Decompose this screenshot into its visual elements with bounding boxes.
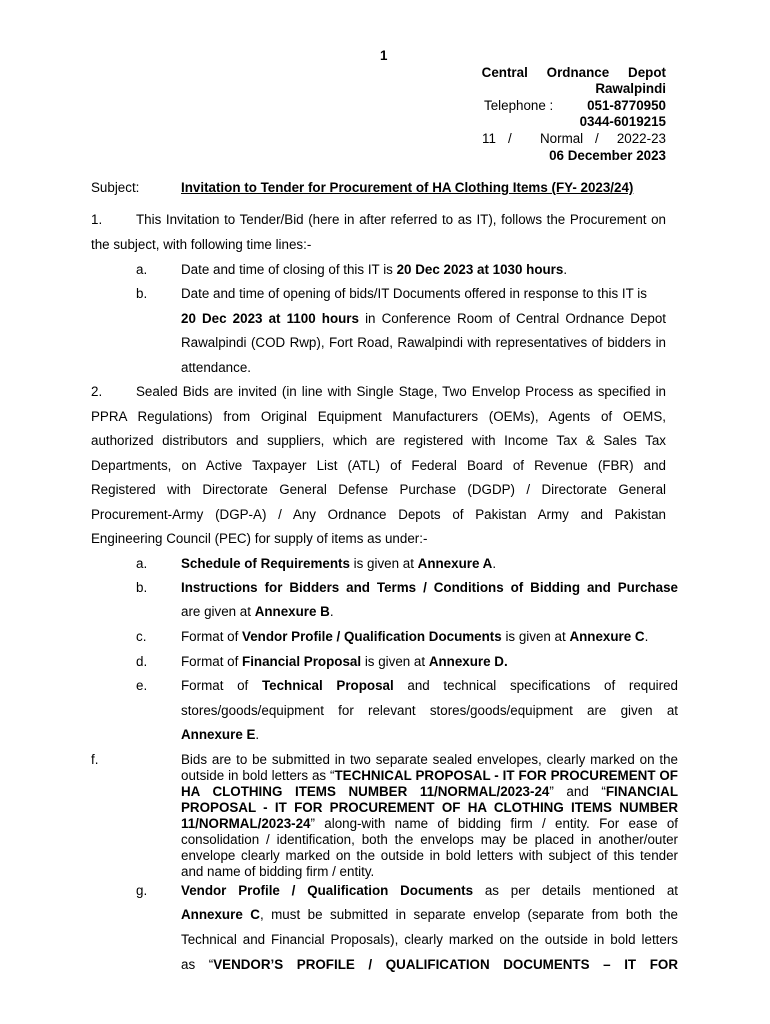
vendor-profile-item: Annexure C, must be submitted in separate envelop (separate from both the: [181, 907, 679, 922]
body-text: Departments, on Active Taxpayer List (ATL) of Federal Board of Revenue (FBR) and: [91, 458, 666, 473]
body-text: Procurement-Army (DGP-A) / Any Ordnance Depots of Pakistan Army and Pakistan: [91, 507, 666, 522]
reference-separator: /: [508, 131, 512, 146]
subject-text: Invitation to Tender for Procurement of HA Clothing Items (FY- 2023/24): [181, 180, 634, 195]
para-number: 1.: [91, 212, 103, 227]
opening-date-text: Date and time of opening of bids/IT Documents offered in response to this IT is: [181, 286, 647, 301]
para-number: 2.: [91, 384, 103, 399]
annexure-e-item: Annexure E.: [181, 727, 260, 742]
vendor-profile-item: Technical and Financial Proposals), clearly marked on the outside in bold letters: [181, 932, 678, 947]
vendor-profile-item: Vendor Profile / Qualification Documents as per details mentioned at: [181, 883, 678, 898]
annexure-b-item: Instructions for Bidders and Terms / Conditions of Bidding and Purchase: [181, 580, 678, 595]
org-name: Central Ordnance Depot: [481, 65, 666, 80]
telephone-label: Telephone :: [484, 98, 554, 113]
body-text: the subject, with following time lines:-: [91, 237, 312, 252]
telephone-1: 051-8770950: [587, 98, 666, 113]
org-city: Rawalpindi: [595, 81, 666, 96]
annexure-e-item: stores/goods/equipment for relevant stores/goods/equipment are given at: [181, 703, 678, 718]
list-label: c.: [136, 629, 147, 644]
letter-date: 06 December 2023: [549, 148, 666, 163]
reference-number: 11: [482, 131, 496, 146]
body-text: Registered with Directorate General Defense Purchase (DGDP) / Directorate General: [91, 482, 666, 497]
list-label: g.: [136, 883, 148, 898]
vendor-profile-item: as “VENDOR’S PROFILE / QUALIFICATION DOCUMENTS – IT FOR: [181, 957, 678, 972]
envelope-instructions: Bids are to be submitted in two separate sealed envelopes, clearly marked on the outside in bold letters as “TECHNICAL PROPOSAL - IT FOR PROCUREMENT OF HA CLOTHING ITEMS NUMBER 11/NORMAL/2023-24” and “FINANCIAL PROPOSAL - IT FOR PROCUREMENT OF HA CLOTHING ITEMS NUMBER 11/NORMAL/2023-24” along-with name of bidding firm / entity. For ease of consolidation / identification, both the envelops may be placed in another/outer envelope clearly marked on the outside in bold letters with subject of this tender and name of bidding firm / entity.: [181, 752, 678, 879]
opening-date-text: Rawalpindi (COD Rwp), Fort Road, Rawalpindi with representatives of bidders in: [181, 335, 666, 350]
opening-date-text: attendance.: [181, 360, 251, 375]
body-text: authorized distributors and suppliers, which are registered with Income Tax & Sales Tax: [91, 433, 666, 448]
body-text: This Invitation to Tender/Bid (here in after referred to as IT), follows the Procurement on: [136, 212, 666, 227]
opening-date-text: 20 Dec 2023 at 1100 hours in Conference Room of Central Ordnance Depot: [181, 311, 666, 326]
closing-date-text: Date and time of closing of this IT is 20 Dec 2023 at 1030 hours.: [181, 262, 568, 277]
annexure-b-item: are given at Annexure B.: [181, 604, 334, 619]
annexure-c-item: Format of Vendor Profile / Qualification Documents is given at Annexure C.: [181, 629, 649, 644]
telephone-2: 0344-6019215: [579, 114, 666, 129]
subject-label: Subject:: [91, 180, 140, 195]
list-label: e.: [136, 678, 148, 693]
body-text: Engineering Council (PEC) for supply of items as under:-: [91, 531, 428, 546]
list-label: b.: [136, 580, 148, 595]
body-text: PPRA Regulations) from Original Equipment Manufacturers (OEMs), Agents of OEMS,: [91, 409, 666, 424]
list-label: f.: [91, 752, 99, 767]
reference-type: Normal: [540, 131, 584, 146]
body-text: Sealed Bids are invited (in line with Single Stage, Two Envelop Process as specified in: [136, 384, 666, 399]
reference-separator: /: [595, 131, 599, 146]
annexure-a-item: Schedule of Requirements is given at Annexure A.: [181, 556, 497, 571]
list-label: a.: [136, 556, 148, 571]
annexure-e-item: Format of Technical Proposal and technical specifications of required: [181, 678, 678, 693]
reference-year: 2022-23: [616, 131, 666, 146]
list-label: a.: [136, 262, 148, 277]
annexure-d-item: Format of Financial Proposal is given at Annexure D.: [181, 654, 508, 669]
page-number: 1: [380, 48, 388, 63]
list-label: b.: [136, 286, 148, 301]
list-label: d.: [136, 654, 148, 669]
